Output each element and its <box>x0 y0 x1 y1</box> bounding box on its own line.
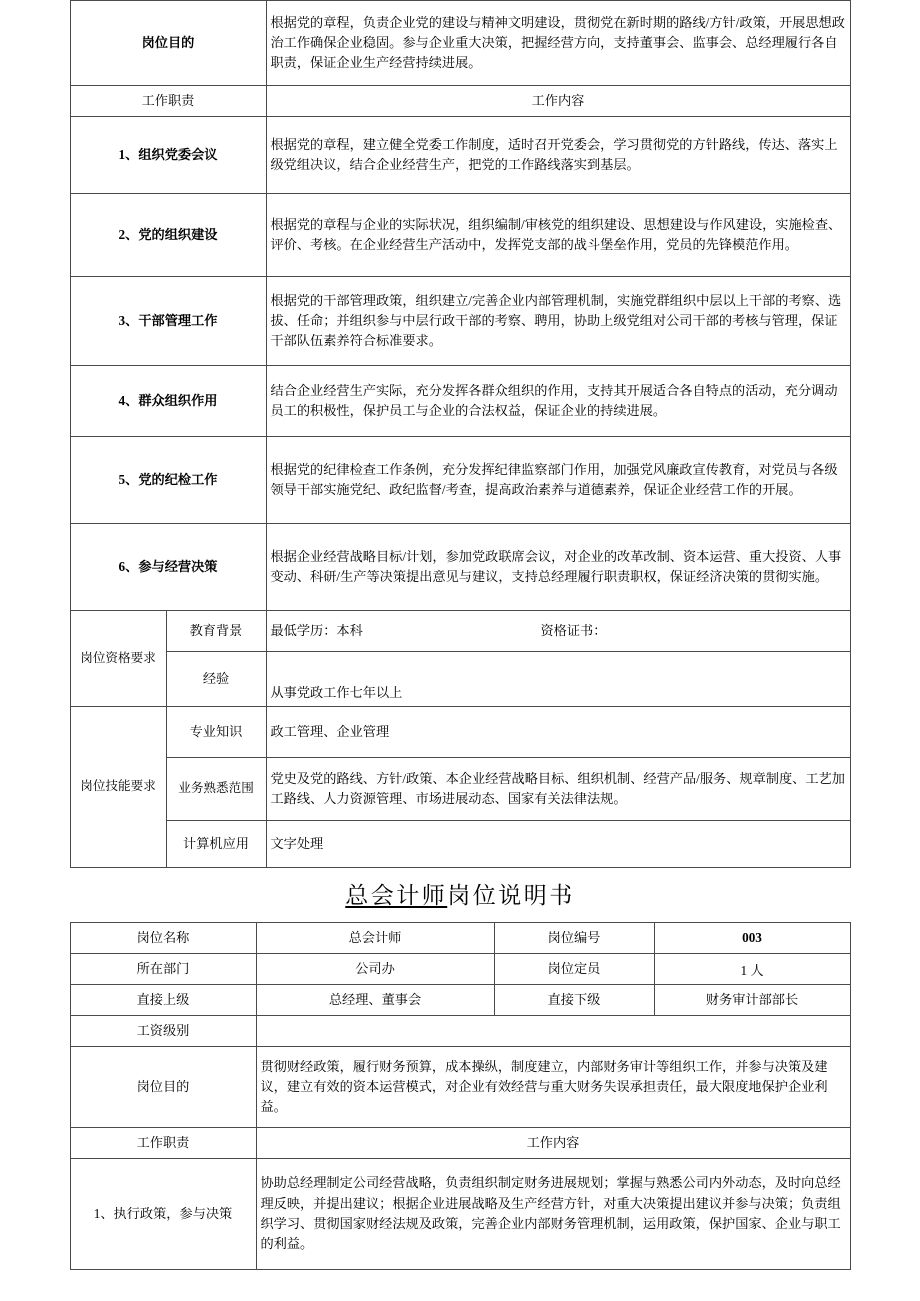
education-certificate: 资格证书： <box>540 622 607 638</box>
duty-text: 根据党的章程，建立健全党委工作制度，适时召开党委会，学习贯彻党的方针路线，传达、落实上级党组决议，结合企业经营生产，把党的工作路线落实到基层。 <box>266 117 850 194</box>
table-row <box>70 117 850 194</box>
duty-text: 根据党的干部管理政策，组织建立/完善企业内部管理机制，实施党群组织中层以上干部的考察、选拔、任命；并组织参与中层行政干部的考察、聘用，协助上级党组对公司干部的考核与管理，保证干部队伍素养符合标准要求。 <box>266 277 850 366</box>
headcount-value: 1 人 <box>654 953 850 984</box>
qualification-value <box>266 611 850 652</box>
accountant-duty-header-content: 工作内容 <box>256 1127 850 1158</box>
skill-sub-label: 专业知识 <box>166 707 266 758</box>
table-row <box>70 707 850 758</box>
duty-text: 根据企业经营战略目标/计划，参加党政联席会议，对企业的改革改制、资本运营、重大投资、人事变动、科研/生产等决策提出意见与建议，支持总经理履行职责职权，保证经济决策的贯彻实施。 <box>266 524 850 611</box>
salary-grade-label: 工资级别 <box>70 1015 256 1046</box>
table-row <box>70 277 850 366</box>
accountant-purpose-text: 贯彻财经政策，履行财务预算，成本操纵，制度建立，内部财务审计等组织工作，并参与决策及建议，建立有效的资本运营模式，对企业有效经营与重大财务失误承担责任，最大限度地保护企业利益。 <box>256 1046 850 1127</box>
table-row <box>70 194 850 277</box>
table-row <box>70 437 850 524</box>
skill-value: 文字处理 <box>266 821 850 868</box>
salary-grade-value <box>256 1015 850 1046</box>
table-row <box>70 1158 850 1269</box>
page-title <box>0 882 920 910</box>
skill-sub-label: 计算机应用 <box>166 821 266 868</box>
table-row <box>70 1046 850 1127</box>
skill-sub-label: 业务熟悉范围 <box>166 758 266 821</box>
duty-header-row <box>70 1127 850 1158</box>
skill-value: 党史及党的路线、方针/政策、本企业经营战略目标、组织机制、经营产品/服务、规章制度、工艺加工路线、人力资源管理、市场进展动态、国家有关法律法规。 <box>266 758 850 821</box>
table-row <box>70 524 850 611</box>
qualification-sub-label: 经验 <box>166 652 266 707</box>
position-name-value: 总会计师 <box>256 922 494 953</box>
table-row <box>70 953 850 984</box>
table-row <box>70 984 850 1015</box>
subordinate-value: 财务审计部部长 <box>654 984 850 1015</box>
table-row <box>70 758 850 821</box>
duty-label: 2、党的组织建设 <box>70 194 266 277</box>
superior-label: 直接上级 <box>70 984 256 1015</box>
department-label: 所在部门 <box>70 953 256 984</box>
duty-text: 根据党的章程与企业的实际状况，组织编制/审核党的组织建设、思想建设与作风建设，实施检查、评价、考核。在企业经营生产活动中，发挥党支部的战斗堡垒作用，党员的先锋模范作用。 <box>266 194 850 277</box>
duty-header-content: 工作内容 <box>266 86 850 117</box>
purpose-text: 根据党的章程，负责企业党的建设与精神文明建设，贯彻党在新时期的路线/方针/政策，开展思想政治工作确保企业稳固。参与企业重大决策，把握经营方向，支持董事会、监事会、总经理履行各自职责，保证企业生产经营持续进展。 <box>266 1 850 86</box>
page-title-underlined-part: 总会计师 <box>345 883 448 908</box>
accountant-duty-header-label: 工作职责 <box>70 1127 256 1158</box>
duty-label: 4、群众组织作用 <box>70 366 266 437</box>
accountant-purpose-label: 岗位目的 <box>70 1046 256 1127</box>
department-value: 公司办 <box>256 953 494 984</box>
qualification-label: 岗位资格要求 <box>70 611 166 707</box>
party-position-table <box>70 0 851 868</box>
headcount-label: 岗位定员 <box>494 953 654 984</box>
table-row <box>70 1 850 86</box>
duty-header-label: 工作职责 <box>70 86 266 117</box>
duty-label: 1、组织党委会议 <box>70 117 266 194</box>
subordinate-label: 直接下级 <box>494 984 654 1015</box>
table-row <box>70 366 850 437</box>
accountant-position-table <box>70 922 851 1270</box>
skill-label: 岗位技能要求 <box>70 707 166 868</box>
table-row <box>70 1015 850 1046</box>
duty-label: 3、干部管理工作 <box>70 277 266 366</box>
position-code-value: 003 <box>654 922 850 953</box>
table-row <box>70 652 850 707</box>
superior-value: 总经理、董事会 <box>256 984 494 1015</box>
purpose-label: 岗位目的 <box>70 1 266 86</box>
position-code-label: 岗位编号 <box>494 922 654 953</box>
accountant-duty-label: 1、执行政策，参与决策 <box>70 1158 256 1269</box>
education-min-degree: 最低学历：本科 <box>270 622 363 638</box>
skill-value: 政工管理、企业管理 <box>266 707 850 758</box>
table-row <box>70 611 850 652</box>
qualification-sub-label: 教育背景 <box>166 611 266 652</box>
page-title-rest: 岗位说明书 <box>447 883 575 908</box>
experience-value: 从事党政工作七年以上 <box>266 652 850 707</box>
table-row <box>70 922 850 953</box>
duty-header-row <box>70 86 850 117</box>
duty-label: 5、党的纪检工作 <box>70 437 266 524</box>
accountant-duty-text: 协助总经理制定公司经营战略，负责组织制定财务进展规划；掌握与熟悉公司内外动态，及时向总经理反映，并提出建议；根据企业进展战略及生产经营方针，对重大决策提出建议并参与决策；负责组织学习、贯彻国家财经法规及政策，完善企业内部财务管理机制，运用政策，保护国家、企业与职工的利益。 <box>256 1158 850 1269</box>
table-row <box>70 821 850 868</box>
duty-label: 6、参与经营决策 <box>70 524 266 611</box>
duty-text: 根据党的纪律检查工作条例，充分发挥纪律监察部门作用，加强党风廉政宣传教育，对党员与各级领导干部实施党纪、政纪监督/考查，提高政治素养与道德素养，保证企业经营工作的开展。 <box>266 437 850 524</box>
duty-text: 结合企业经营生产实际，充分发挥各群众组织的作用，支持其开展适合各自特点的活动，充分调动员工的积极性，保护员工与企业的合法权益，保证企业的持续进展。 <box>266 366 850 437</box>
position-name-label: 岗位名称 <box>70 922 256 953</box>
